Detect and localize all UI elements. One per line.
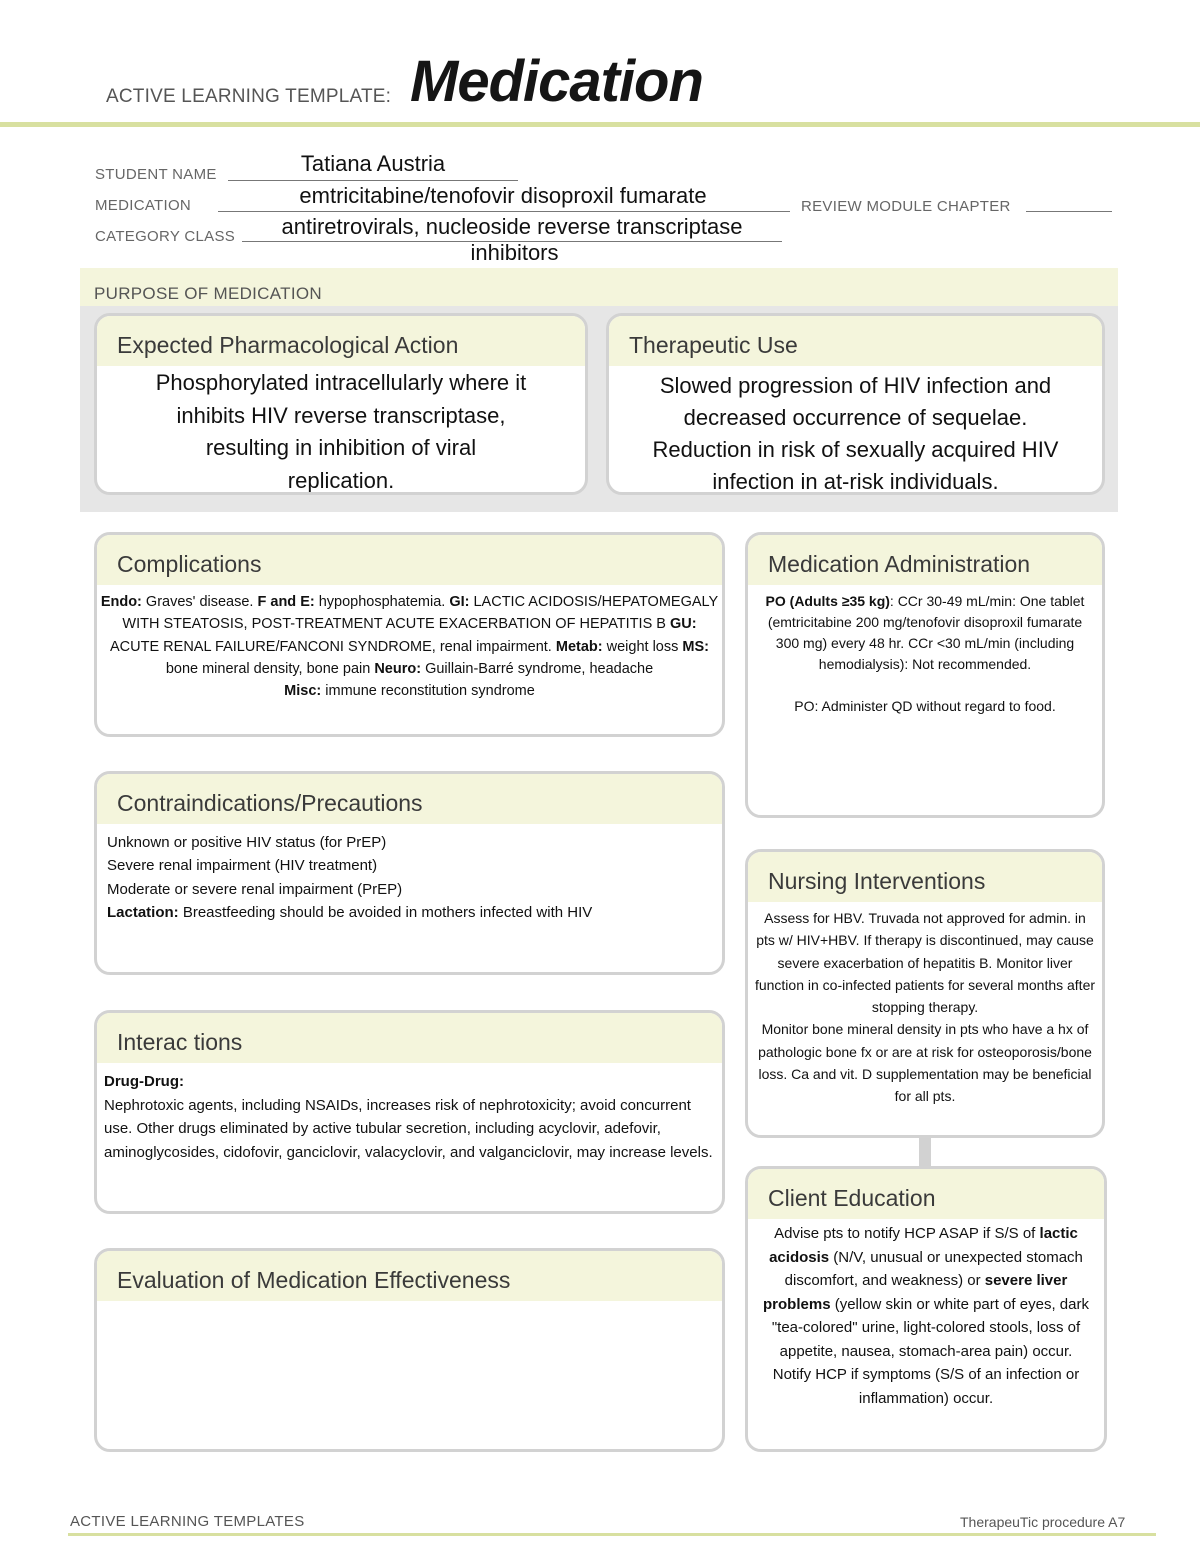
client-education-text: (N/V, unusual or unexpected stomach discomfort, and weakness) or	[784, 1248, 1083, 1289]
client-education-paragraph: Notify HCP if symptoms (S/S of an infection or inflammation) occur.	[772, 1366, 1080, 1407]
endo-label: Endo:	[100, 594, 142, 610]
lactation-text: Breastfeeding should be avoided in mothers infected with HIV	[178, 903, 593, 921]
ms-text: bone mineral density, bone pain	[165, 660, 375, 677]
review-module-underline	[1026, 211, 1112, 212]
metab-label: Metab:	[555, 638, 603, 655]
complications-body	[97, 585, 722, 702]
gi-text: LACTIC ACIDOSIS/HEPATOMEGALY WITH STEATOSIS, POST-TREATMENT ACUTE EXACERBATION OF HEPATITIS B	[122, 594, 719, 633]
interactions-box	[94, 1010, 725, 1214]
complications-box	[94, 532, 725, 737]
category-class-label: CATEGORY CLASS	[95, 228, 236, 245]
client-education-highlight: lactic acidosis	[769, 1225, 1078, 1266]
medication-underline	[218, 211, 790, 212]
ms-label: MS:	[682, 638, 709, 655]
administration-note: PO: Administer QD without regard to food.	[794, 698, 1056, 714]
contraindications-body	[97, 824, 722, 924]
fe-text: hypophosphatemia.	[314, 594, 450, 610]
medication-administration-box	[745, 532, 1105, 818]
nursing-interventions-box	[745, 849, 1105, 1138]
category-class-value-line1[interactable]: antiretrovirals, nucleoside reverse transcriptase	[281, 214, 743, 239]
administration-po-label: PO (Adults ≥35 kg)	[765, 593, 890, 609]
pharmacological-action-line: resulting in inhibition of viral	[205, 435, 477, 460]
contraindication-item	[107, 901, 712, 924]
pharmacological-action-line: Phosphorylated intracellularly where it	[155, 370, 527, 395]
gi-label: GI:	[449, 594, 470, 610]
therapeutic-use-heading: Therapeutic Use	[609, 316, 1102, 366]
client-education-text: (yellow skin or white part of eyes, dark "tea-colored" urine, light-colored stools, loss of appetite, nausea, stomach-area pain) occur.	[771, 1295, 1089, 1360]
category-class-value-line2: inhibitors	[470, 240, 559, 265]
client-education-heading: Client Education	[748, 1169, 1104, 1219]
footer-right: TherapeuTic procedure A7	[960, 1514, 1126, 1530]
neuro-text: Guillain-Barré syndrome, headache	[421, 660, 654, 677]
administration-dosage	[756, 591, 1094, 675]
nursing-interventions-body	[748, 902, 1102, 1108]
misc-text: immune reconstitution syndrome	[321, 683, 535, 700]
contraindication-item: Severe renal impairment (HIV treatment)	[107, 857, 378, 875]
medication-value[interactable]: emtricitabine/tenofovir disoproxil fumarate	[299, 183, 707, 208]
contraindication-item: Moderate or severe renal impairment (PrEP)	[107, 880, 403, 898]
client-education-highlight: severe liver problems	[763, 1272, 1068, 1313]
therapeutic-use-box	[606, 313, 1105, 495]
pharmacological-action-box	[94, 313, 588, 495]
medication-administration-heading: Medication Administration	[748, 535, 1102, 585]
metab-text: weight loss	[602, 638, 683, 655]
contraindications-box	[94, 771, 725, 975]
evaluation-box	[94, 1248, 725, 1452]
student-name-label: STUDENT NAME	[95, 166, 217, 183]
template-label: ACTIVE LEARNING TEMPLATE:	[106, 86, 392, 107]
contraindications-heading: Contraindications/Precautions	[97, 774, 722, 824]
evaluation-heading: Evaluation of Medication Effectiveness	[97, 1251, 722, 1301]
therapeutic-use-line: infection in at-risk individuals.	[712, 469, 999, 494]
endo-text: Graves' disease.	[141, 594, 258, 610]
box-connector	[919, 1136, 931, 1166]
therapeutic-use-line: Slowed progression of HIV infection and	[659, 373, 1052, 398]
gu-label: GU:	[669, 616, 697, 633]
client-education-paragraph	[750, 1222, 1102, 1363]
review-module-label: REVIEW MODULE CHAPTER	[801, 198, 1011, 215]
pharmacological-action-line: inhibits HIV reverse transcriptase,	[176, 402, 506, 428]
therapeutic-use-line: decreased occurrence of sequelae.	[683, 405, 1028, 430]
student-name-value[interactable]: Tatiana Austria	[300, 151, 446, 176]
administration-po-text: : CCr 30-49 mL/min: One tablet (emtricitabine 200 mg/tenofovir disoproxil fumarate 300 mg) every 48 hr. CCr <30 mL/min (including hemodialysis): Not recommended.	[767, 593, 1085, 672]
therapeutic-use-body	[609, 366, 1102, 495]
header-divider	[0, 122, 1200, 127]
pharmacological-action-heading: Expected Pharmacological Action	[97, 316, 585, 366]
interactions-body	[97, 1063, 722, 1164]
nursing-intervention-paragraph: Monitor bone mineral density in pts who have a hx of pathologic bone fx or are at risk for osteoporosis/bone loss. Ca and vit. D supplementation may be beneficial for all pts.	[758, 1021, 1092, 1105]
gu-text: ACUTE RENAL FAILURE/FANCONI SYNDROME, renal impairment.	[110, 638, 556, 655]
nursing-intervention-paragraph: Assess for HBV. Truvada not approved for admin. in pts w/ HIV+HBV. If therapy is discontinued, may cause severe exacerbation of hepatitis B. Monitor liver function in co-infected patients for several months after stopping therapy.	[754, 910, 1096, 1016]
lactation-label: Lactation:	[107, 903, 179, 921]
complications-heading: Complications	[97, 535, 722, 585]
pharmacological-action-line: replication.	[287, 467, 395, 493]
client-education-body	[748, 1219, 1104, 1410]
page-title: Medication	[410, 49, 703, 114]
client-education-box	[745, 1166, 1107, 1452]
fe-label: F and E:	[257, 594, 315, 610]
interactions-heading: Interac tions	[97, 1013, 722, 1063]
footer-divider	[68, 1533, 1156, 1536]
drug-drug-text: Nephrotoxic agents, including NSAIDs, increases risk of nephrotoxicity; avoid concurrent use. Other drugs eliminated by active tubular secretion, including acyclovir, adefovir, aminoglycosides, cidofovir, ganciclovir, valacyclovir, and valganciclovir, may increase levels.	[104, 1096, 713, 1161]
neuro-label: Neuro:	[374, 660, 422, 677]
medication-administration-body	[748, 585, 1102, 717]
footer-left: ACTIVE LEARNING TEMPLATES	[70, 1513, 305, 1530]
medication-label: MEDICATION	[95, 197, 192, 214]
pharmacological-action-body	[97, 366, 585, 495]
client-education-text: Advise pts to notify HCP ASAP if S/S of	[774, 1225, 1040, 1242]
nursing-interventions-heading: Nursing Interventions	[748, 852, 1102, 902]
drug-drug-label: Drug-Drug:	[104, 1073, 184, 1090]
student-name-underline	[228, 180, 518, 181]
contraindication-item: Unknown or positive HIV status (for PrEP)	[107, 834, 387, 851]
misc-label: Misc:	[284, 683, 322, 700]
therapeutic-use-line: Reduction in risk of sexually acquired HIV	[652, 437, 1059, 462]
purpose-title: PURPOSE OF MEDICATION	[94, 284, 322, 303]
